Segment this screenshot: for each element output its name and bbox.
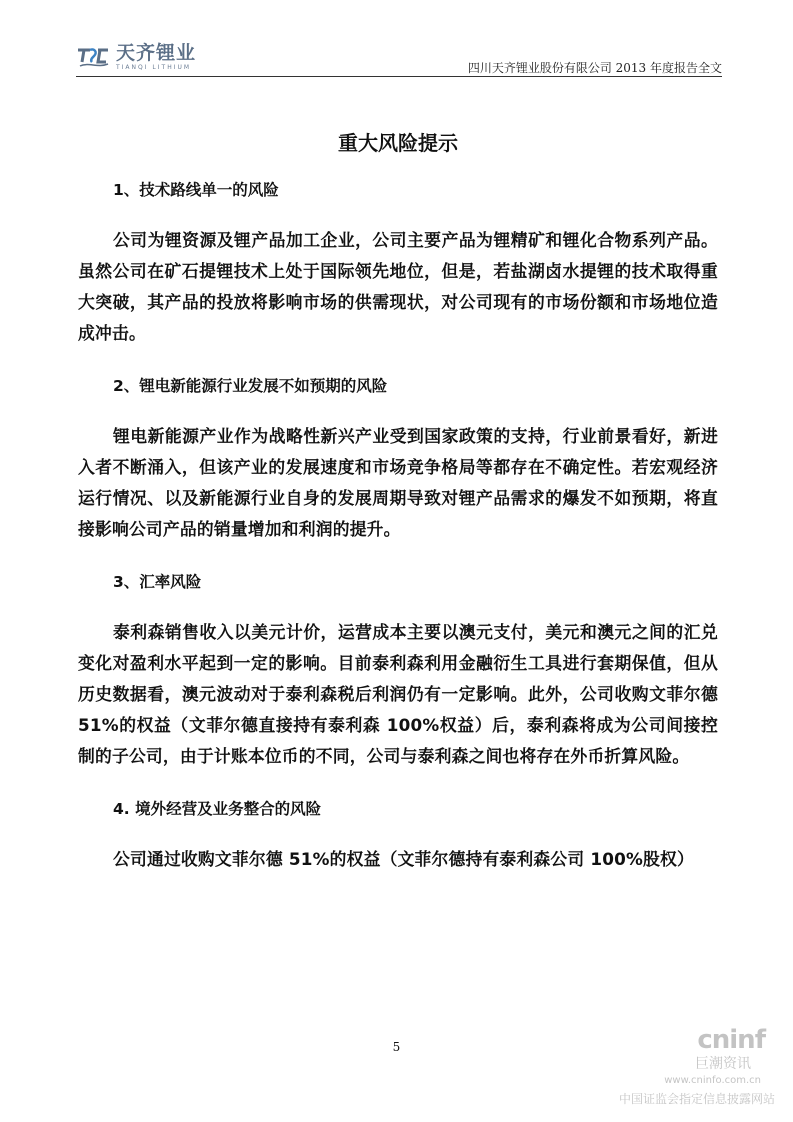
- section-heading: 1、技术路线单一的风险: [113, 181, 279, 199]
- section-paragraph: 锂电新能源产业作为战略性新兴产业受到国家政策的支持，行业前景看好，新进入者不断涌入，但该产业的发展速度和市场竞争格局等都存在不确定性。若宏观经济运行情况、以及新能源行业自身的发展周期导致对锂产品需求的爆发不如预期，将直接影响公司产品的销量增加和利润的提升。: [78, 426, 718, 539]
- logo-chinese-name: 天齐锂业: [116, 42, 197, 64]
- section-paragraph: 泰利森销售收入以美元计价，运营成本主要以澳元支付，美元和澳元之间的汇兑变化对盈利水平起到一定的影响。目前泰利森利用金融衍生工具进行套期保值，但从历史数据看，澳元波动对于泰利森税后利润仍有一定影响。此外，公司收购文菲尔德 51%的权益（文菲尔德直接持有泰利森 100%权益）后，泰利森将成为公司间接控制的子公司，由于计账本位币的不同，公司与泰利森之间也将存在外币折算风险。: [78, 622, 718, 766]
- company-logo: [76, 44, 196, 74]
- page-title: 重大风险提示: [338, 131, 458, 155]
- tianqi-logo-icon: [76, 44, 110, 70]
- report-title: 四川天齐锂业股份有限公司 2013 年度报告全文: [467, 61, 722, 75]
- cninfo-watermark: [585, 1025, 775, 1115]
- header-divider: [76, 76, 722, 77]
- section-paragraph: 公司通过收购文菲尔德 51%的权益（文菲尔德持有泰利森公司 100%股权）: [113, 849, 694, 869]
- logo-english-name: TIANQI LITHIUM: [116, 64, 192, 71]
- section-heading: 2、锂电新能源行业发展不如预期的风险: [113, 377, 388, 395]
- watermark-url: www.cninfo.com.cn: [664, 1075, 761, 1086]
- watermark-note: 中国证监会指定信息披露网站: [618, 1092, 775, 1106]
- watermark-name: 巨潮资讯: [695, 1056, 751, 1072]
- page-number: 5: [392, 1040, 401, 1054]
- section-paragraph: 公司为锂资源及锂产品加工企业，公司主要产品为锂精矿和锂化合物系列产品。虽然公司在矿石提锂技术上处于国际领先地位，但是，若盐湖卤水提锂的技术取得重大突破，其产品的投放将影响市场的供需现状，对公司现有的市场份额和市场地位造成冲击。: [78, 230, 718, 343]
- section-heading: 3、汇率风险: [113, 573, 202, 591]
- section-heading: 4. 境外经营及业务整合的风险: [113, 800, 322, 818]
- page-header: [76, 40, 722, 80]
- page-content: [78, 133, 718, 903]
- watermark-logo: cninf: [697, 1025, 765, 1055]
